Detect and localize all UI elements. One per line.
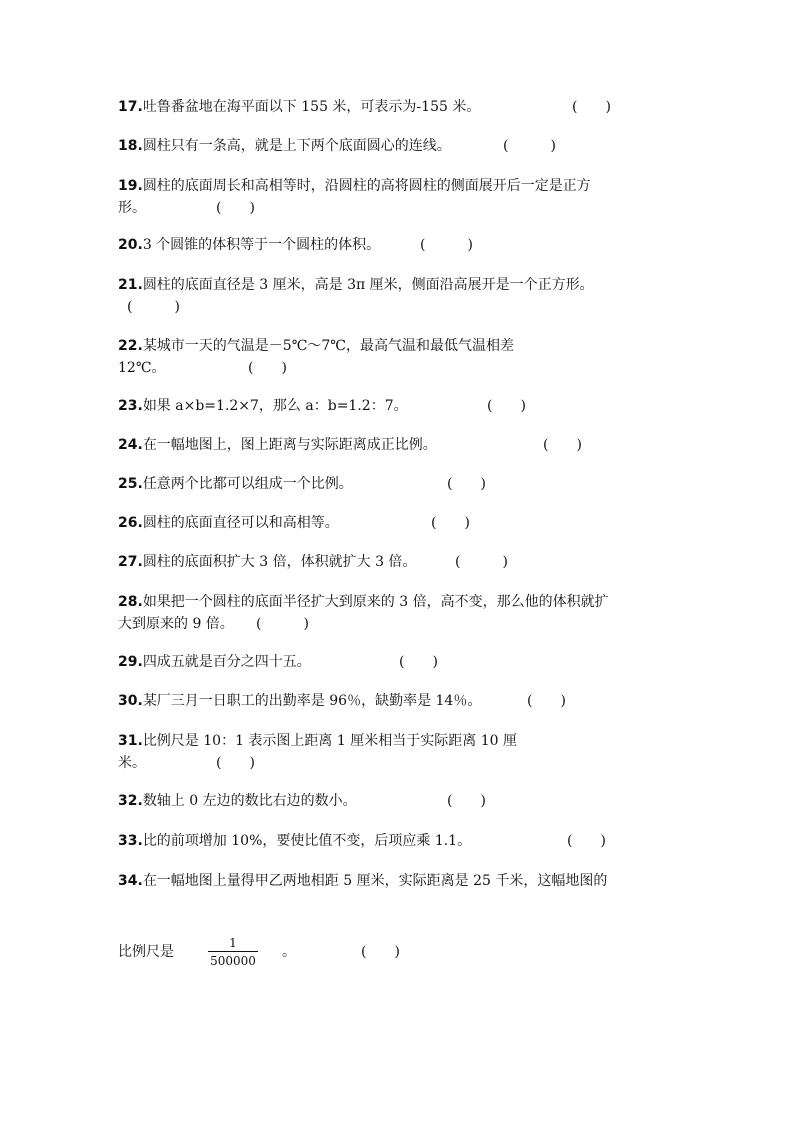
answer-blank-29[interactable]: ( ) (399, 654, 438, 670)
question-text: 12℃。 (118, 360, 166, 376)
question-text: 在一幅地图上，图上距离与实际距离成正比例。 (142, 437, 437, 453)
question-text: 比例尺是 (118, 944, 174, 960)
answer-blank-26[interactable]: ( ) (431, 515, 470, 531)
question-text: 如果把一个圆柱的底面半径扩大到原来的 3 倍，高不变，那么他的体积就扩 (142, 594, 609, 610)
answer-blank-22[interactable]: ( ) (248, 360, 287, 376)
question-23 (118, 395, 678, 417)
question-text: 在一幅地图上量得甲乙两地相距 5 厘米，实际距离是 25 千米，这幅地图的 (142, 873, 608, 889)
question-number: 25. (118, 476, 143, 492)
answer-blank-32[interactable]: ( ) (447, 793, 486, 809)
question-27 (118, 551, 678, 573)
question-text: 3 个圆锥的体积等于一个圆柱的体积。 (142, 237, 381, 253)
question-22-line2 (118, 357, 678, 379)
question-text: 圆柱的底面周长和高相等时，沿圆柱的高将圆柱的侧面展开后一定是正方 (142, 178, 591, 194)
question-31-line2 (118, 752, 678, 774)
question-19-line2 (118, 197, 678, 219)
question-22-line1 (118, 335, 678, 357)
question-29 (118, 651, 678, 673)
question-number: 33. (118, 833, 143, 849)
answer-blank-25[interactable]: ( ) (447, 476, 486, 492)
question-number: 23. (118, 398, 143, 414)
answer-blank-33[interactable]: ( ) (567, 833, 606, 849)
question-text: 数轴上 0 左边的数比右边的数小。 (142, 793, 357, 809)
question-text: 任意两个比都可以组成一个比例。 (142, 476, 353, 492)
question-28-line2 (118, 613, 678, 635)
question-32 (118, 790, 678, 812)
answer-blank-19[interactable]: ( ) (216, 200, 255, 216)
question-number: 17. (118, 99, 143, 115)
answer-blank-30[interactable]: ( ) (527, 693, 566, 709)
question-number: 20. (118, 237, 143, 253)
question-text: 吐鲁番盆地在海平面以下 155 米，可表示为-155 米。 (142, 99, 481, 115)
answer-blank-31[interactable]: ( ) (216, 755, 255, 771)
question-text: 形。 (118, 200, 146, 216)
question-number: 22. (118, 338, 143, 354)
question-25 (118, 473, 678, 495)
answer-blank-23[interactable]: ( ) (487, 398, 526, 414)
question-26 (118, 512, 678, 534)
question-text: 某城市一天的气温是－5℃～7℃，最高气温和最低气温相差 (142, 338, 514, 354)
question-number: 27. (118, 554, 143, 570)
question-text: 圆柱的底面积扩大 3 倍，体积就扩大 3 倍。 (142, 554, 417, 570)
question-number: 32. (118, 793, 143, 809)
answer-blank-17[interactable]: ( ) (572, 99, 611, 115)
fraction-numerator: 1 (208, 936, 258, 952)
question-19-line1 (118, 175, 678, 197)
question-text: 比例尺是 10：1 表示图上距离 1 厘米相当于实际距离 10 厘 (142, 733, 517, 749)
question-text: 比的前项增加 10%，要使比值不变，后项应乘 1.1。 (142, 833, 472, 849)
question-number: 24. (118, 437, 143, 453)
question-number: 21. (118, 277, 143, 293)
question-21-line1 (118, 274, 678, 296)
answer-blank-21[interactable]: ( ) (127, 299, 180, 315)
question-34-tail: 。 (282, 944, 296, 960)
scale-fraction (208, 936, 258, 968)
answer-blank-18[interactable]: ( ) (503, 138, 556, 154)
question-31-line1 (118, 730, 678, 752)
question-number: 31. (118, 733, 143, 749)
question-text: 如果 a×b=1.2×7，那么 a：b=1.2：7。 (142, 398, 408, 414)
question-20 (118, 234, 678, 256)
question-text: 圆柱的底面直径是 3 厘米，高是 3π 厘米，侧面沿高展开是一个正方形。 (142, 277, 594, 293)
question-text: 米。 (118, 755, 146, 771)
question-text: 某厂三月一日职工的出勤率是 96％，缺勤率是 14％。 (142, 693, 482, 709)
question-text: 大到原来的 9 倍。 (118, 616, 234, 632)
question-30 (118, 690, 678, 712)
question-number: 19. (118, 178, 143, 194)
question-34-line1 (118, 870, 678, 892)
answer-blank-28[interactable]: ( ) (256, 616, 309, 632)
answer-blank-27[interactable]: ( ) (455, 554, 508, 570)
question-18 (118, 135, 678, 157)
question-number: 18. (118, 138, 143, 154)
answer-blank-20[interactable]: ( ) (420, 237, 473, 253)
answer-blank-24[interactable]: ( ) (543, 437, 582, 453)
question-number: 28. (118, 594, 143, 610)
question-text: 圆柱的底面直径可以和高相等。 (142, 515, 339, 531)
answer-blank-34[interactable]: ( ) (361, 944, 400, 960)
question-28-line1 (118, 591, 678, 613)
question-text: 四成五就是百分之四十五。 (142, 654, 311, 670)
question-text: 圆柱只有一条高，就是上下两个底面圆心的连线。 (142, 138, 451, 154)
question-number: 26. (118, 515, 143, 531)
fraction-denominator: 500000 (210, 954, 256, 968)
question-number: 34. (118, 873, 143, 889)
question-number: 29. (118, 654, 143, 670)
question-number: 30. (118, 693, 143, 709)
